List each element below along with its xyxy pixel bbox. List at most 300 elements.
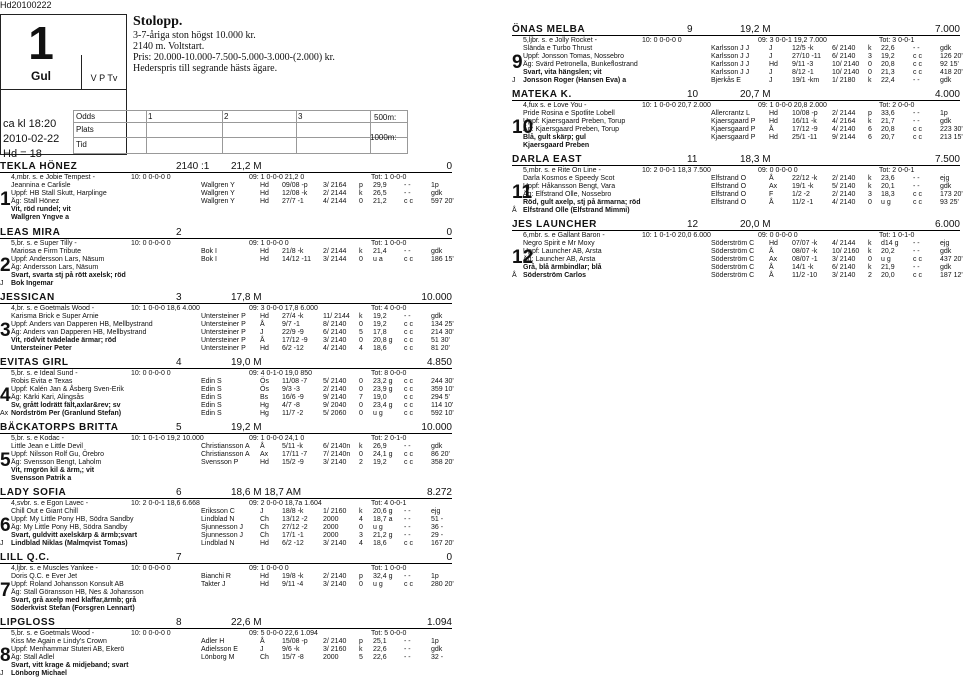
- entry-line: Vit, röd rundel; vit: [11, 206, 71, 213]
- entry-line: Röd, gult axelp, stj på ärmarna; röd: [523, 199, 641, 206]
- entry-line: Söderkvist Stefan (Forsgren Lennart): [11, 605, 135, 612]
- result-cell: Ch: [260, 532, 269, 539]
- result-cell: Elfstrand O: [711, 175, 747, 182]
- result-cell: 8/ 2140: [323, 321, 347, 328]
- result-cell: 16/6 -9: [282, 394, 304, 401]
- entry-line: Äg: Stall Adlel: [11, 654, 55, 661]
- result-cell: - -: [404, 524, 411, 531]
- result-cell: c c: [404, 345, 413, 352]
- horse-name: JESSICAN: [0, 292, 55, 303]
- prize-money: 7.500: [934, 154, 960, 165]
- result-cell: 0: [359, 402, 363, 409]
- result-cell: 2000: [323, 654, 339, 661]
- result-cell: 5/ 2140: [832, 183, 856, 190]
- result-cell: 11/08 -7: [282, 378, 308, 385]
- result-cell: - -: [913, 45, 920, 52]
- result-cell: k: [868, 175, 872, 182]
- race-result-row: [11, 248, 452, 256]
- horse-name: LADY SOFIA: [0, 487, 67, 498]
- entry-big-number: 10: [512, 117, 534, 138]
- result-cell: 6/ 2140: [832, 45, 856, 52]
- start-number: 8: [176, 617, 182, 628]
- result-cell: Sjunnesson J: [201, 524, 244, 531]
- result-cell: 17,8: [373, 329, 387, 336]
- result-cell: - -: [404, 313, 411, 320]
- result-cell: k: [868, 240, 872, 247]
- entry-line: Äg: Launcher AB, Arsta: [523, 256, 596, 263]
- result-cell: 2000: [323, 532, 339, 539]
- race-result-row: [523, 110, 960, 118]
- result-cell: c c: [404, 581, 413, 588]
- race-result-row: [11, 394, 452, 402]
- entry-header: [0, 162, 452, 173]
- race-description: [133, 14, 413, 74]
- result-cell: 3/ 2140: [832, 256, 856, 263]
- result-cell: 114 10': [431, 402, 454, 409]
- result-cell: c c: [913, 53, 922, 60]
- result-cell: k: [868, 118, 872, 125]
- result-cell: 9/7 -1: [282, 321, 300, 328]
- entry-4: [0, 358, 452, 422]
- result-cell: - -: [404, 182, 411, 189]
- result-cell: 5/11 -k: [282, 443, 303, 450]
- result-cell: Hd: [260, 313, 269, 320]
- result-cell: Söderström C: [711, 256, 755, 263]
- result-cell: 11/7 -2: [282, 410, 304, 417]
- entry-line: Äg: Svensson Bengt, Laholm: [11, 459, 102, 466]
- entry-line: Pride Rosina e Spotlite Lobell: [523, 110, 615, 117]
- result-cell: 11/ 2144: [323, 313, 350, 320]
- entry-line: Grå, blå ärmbindlar; blå: [523, 264, 602, 271]
- result-cell: Wallgren Y: [201, 190, 235, 197]
- prize-money: 0: [446, 227, 452, 238]
- race-result-row: [523, 183, 960, 191]
- result-cell: Bok I: [201, 248, 217, 255]
- race-result-row: [11, 256, 452, 264]
- result-cell: - -: [913, 175, 920, 182]
- entry-line: Svart, guldvitt axelskärp & ärmb;svart: [11, 532, 138, 539]
- result-cell: 2/ 2144: [323, 248, 347, 255]
- result-cell: Sjunnesson J: [201, 532, 244, 539]
- result-cell: 23,6: [881, 175, 895, 182]
- record: 20,7 M: [740, 89, 771, 100]
- result-cell: 17/11 -7: [282, 451, 308, 458]
- result-cell: Ax: [769, 256, 778, 263]
- result-cell: 6: [868, 126, 872, 133]
- entry-big-number: 2: [0, 255, 11, 276]
- result-cell: Bs: [260, 394, 269, 401]
- start-number: 4: [176, 357, 182, 368]
- result-cell: 11/2 -1: [792, 199, 814, 206]
- result-cell: 7/ 2140n: [323, 451, 351, 458]
- result-cell: Elfstrand O: [711, 191, 747, 198]
- result-cell: 3: [868, 53, 872, 60]
- horse-name: JES LAUNCHER: [512, 219, 597, 230]
- result-cell: 19,2: [373, 321, 387, 328]
- race-result-row: [11, 402, 452, 410]
- result-cell: Untersteiner P: [201, 337, 246, 344]
- result-cell: 2000: [323, 516, 339, 523]
- result-cell: Hd: [260, 182, 269, 189]
- result-cell: k: [868, 77, 872, 84]
- result-cell: u g: [881, 199, 891, 206]
- result-cell: 19/8 -k: [282, 573, 304, 580]
- result-cell: k: [359, 313, 363, 320]
- start-number: 2140 :1: [176, 161, 210, 172]
- entry-10: [512, 89, 963, 154]
- entry-line: Äg: Stall Hönez: [11, 198, 60, 205]
- result-cell: - -: [404, 654, 411, 661]
- odds-label: Odds: [76, 112, 96, 121]
- result-cell: 3/ 2140: [323, 459, 347, 466]
- result-cell: 23,4 g: [373, 402, 393, 409]
- result-cell: 437 20': [940, 256, 963, 263]
- stats-previous: 09: 5 0-0-0 22,6 1.094: [249, 630, 318, 637]
- result-cell: 3/ 2140: [832, 272, 856, 279]
- result-cell: J: [260, 508, 264, 515]
- result-cell: 5: [359, 654, 363, 661]
- result-cell: gdk: [940, 183, 952, 190]
- result-cell: k: [359, 508, 363, 515]
- result-cell: Hd: [769, 134, 778, 141]
- entry-header: [0, 293, 452, 304]
- result-cell: Hd: [769, 61, 778, 68]
- result-cell: Untersteiner P: [201, 329, 246, 336]
- result-cell: - -: [404, 646, 411, 653]
- entry-3: [0, 293, 452, 357]
- result-cell: c c: [404, 329, 413, 336]
- result-cell: - -: [404, 532, 411, 539]
- result-cell: 126 20': [940, 53, 963, 60]
- result-cell: k: [359, 646, 363, 653]
- entry-line: Söderström Carlos: [523, 272, 587, 279]
- result-cell: 9/3 -3: [282, 386, 300, 393]
- result-cell: 0: [359, 386, 363, 393]
- result-cell: Ch: [260, 516, 269, 523]
- result-cell: 27/10 -11: [792, 53, 822, 60]
- result-cell: 0: [868, 61, 872, 68]
- result-cell: J: [769, 45, 773, 52]
- result-cell: 27/4 -k: [282, 313, 304, 320]
- result-cell: Adielsson E: [201, 646, 238, 653]
- result-cell: Söderström C: [711, 248, 755, 255]
- result-cell: Hd: [260, 198, 269, 205]
- result-cell: 32,4 g: [373, 573, 393, 580]
- result-cell: 22/12 -k: [792, 175, 818, 182]
- result-cell: Söderström C: [711, 240, 755, 247]
- record: 21,2 M: [231, 161, 262, 172]
- result-cell: Adler H: [201, 638, 225, 645]
- result-cell: 358 20': [431, 459, 454, 466]
- result-cell: gdk: [431, 313, 443, 320]
- result-cell: 23,9 g: [373, 386, 393, 393]
- result-cell: u g: [373, 581, 383, 588]
- entry-line: Darla Kosmos e Speedy Scot: [523, 175, 615, 182]
- entry-line: Svensson Patrik a: [11, 475, 72, 482]
- record: 22,6 M: [231, 617, 262, 628]
- result-cell: 1p: [431, 182, 439, 189]
- result-cell: 4/ 2144: [323, 198, 347, 205]
- horse-name: LILL Q.C.: [0, 552, 50, 563]
- result-cell: c c: [404, 337, 413, 344]
- result-cell: 0: [359, 378, 363, 385]
- result-cell: 18,7 a: [373, 516, 393, 523]
- result-cell: 187 12': [940, 272, 963, 279]
- result-cell: ejg: [940, 175, 950, 182]
- result-cell: 4/ 2140: [832, 199, 856, 206]
- result-cell: c c: [404, 451, 413, 458]
- result-cell: Ös: [260, 378, 269, 385]
- race-result-row: [523, 199, 960, 207]
- horse-name: MATEKA K.: [512, 89, 572, 100]
- result-cell: J: [769, 53, 773, 60]
- result-cell: 9/ 2140: [323, 394, 347, 401]
- result-cell: 51 -: [431, 516, 444, 523]
- result-cell: - -: [913, 248, 920, 255]
- record: 18,3 M: [740, 154, 771, 165]
- entry-line: Uppf: My Little Pony HB, Södra Sandby: [11, 516, 134, 523]
- horse-name: TEKLA HÖNEZ: [0, 161, 78, 172]
- stats-total: Tot: 4 0-0-1: [371, 500, 407, 507]
- entry-line: Uppf: HB Stall Skutt, Harplinge: [11, 190, 107, 197]
- result-cell: Wallgren Y: [201, 182, 235, 189]
- result-cell: 09/08 -p: [282, 182, 308, 189]
- result-cell: 21,4: [373, 248, 387, 255]
- stats-previous: 09: 3 0-0-1 19,2 7.000: [758, 37, 827, 44]
- result-cell: 2/ 2140: [832, 175, 856, 182]
- race-result-row: [523, 134, 963, 142]
- result-cell: Eriksson C: [201, 508, 235, 515]
- result-cell: 0: [359, 321, 363, 328]
- result-cell: Lindblad N: [201, 516, 235, 523]
- result-cell: u g: [373, 410, 383, 417]
- entry-line: Wallgren Yngve a: [11, 214, 69, 221]
- result-cell: 4/ 2140: [323, 345, 347, 352]
- race-result-row: [11, 410, 452, 418]
- start-number: 6: [176, 487, 182, 498]
- result-cell: p: [359, 573, 363, 580]
- result-cell: - -: [404, 573, 411, 580]
- result-cell: 21,3: [881, 69, 895, 76]
- result-cell: 22,4: [881, 77, 895, 84]
- race-result-row: [11, 182, 452, 190]
- stats-previous: 09: 3 0-0-0 17,8 6.000: [249, 305, 318, 312]
- result-cell: 0: [359, 524, 363, 531]
- result-cell: 10/ 2140: [832, 61, 860, 68]
- result-cell: Å: [769, 199, 774, 206]
- entry-big-number: 9: [512, 52, 523, 73]
- race-result-row: [523, 191, 963, 199]
- result-cell: 280 20': [431, 581, 454, 588]
- entry-line: Untersteiner Peter: [11, 345, 72, 352]
- entry-line: Kjaersgaard Preben: [523, 142, 590, 149]
- result-cell: u g: [373, 524, 383, 531]
- result-cell: Bok I: [201, 256, 217, 263]
- result-cell: Söderström C: [711, 264, 755, 271]
- result-cell: 12/08 -k: [282, 190, 308, 197]
- entry-line: Äg: Svärd Petronella, Bunkeflostrand: [523, 61, 638, 68]
- stats-current: 10: 0 0-0-0 0: [131, 174, 171, 181]
- race-result-row: [523, 69, 963, 77]
- result-cell: k: [868, 45, 872, 52]
- result-cell: c c: [404, 410, 413, 417]
- result-cell: gdk: [431, 646, 443, 653]
- result-cell: u a: [373, 256, 383, 263]
- start-number: 2: [176, 227, 182, 238]
- result-cell: 07/07 -k: [792, 240, 818, 247]
- result-cell: 19,2: [373, 459, 387, 466]
- result-cell: 223 30': [940, 126, 963, 133]
- result-cell: 173 20': [940, 191, 963, 198]
- result-cell: 2/ 2140: [323, 573, 347, 580]
- result-cell: 214 30': [431, 329, 454, 336]
- result-cell: 1/2 -2: [792, 191, 810, 198]
- result-cell: Lönborg M: [201, 654, 235, 661]
- entry-5: [0, 423, 452, 487]
- entry-line: Uppf: Jonsson Tomas, Nossebro: [523, 53, 625, 60]
- result-cell: 294 5': [431, 394, 450, 401]
- horse-info: 5,ljbr. s. e Jolly Rocket -: [523, 37, 597, 44]
- shoe-code: Å: [512, 207, 517, 214]
- result-cell: 23,2 g: [373, 378, 393, 385]
- entry-line: Uppf: Anders van Dapperen HB, Mellbystrand: [11, 321, 153, 328]
- result-cell: 3: [359, 532, 363, 539]
- entry-line: Little Jean e Little Devil: [11, 443, 83, 450]
- result-cell: 167 20': [431, 540, 454, 547]
- entry-header: [0, 358, 452, 369]
- result-cell: 2/ 2144: [323, 190, 347, 197]
- odds-col-1: 1: [148, 112, 153, 121]
- entry-line: Negro Spirit e Mr Moxy: [523, 240, 595, 247]
- result-cell: 0: [868, 256, 872, 263]
- result-cell: Å: [769, 248, 774, 255]
- result-cell: 26,9: [373, 443, 387, 450]
- entry-line: Jeannina e Carlisle: [11, 182, 71, 189]
- race-line: Pris: 20.000-10.000-7.500-5.000-3.000-(2.000) kr.: [133, 52, 335, 63]
- result-cell: 17/1 -1: [282, 532, 304, 539]
- start-number: 7: [176, 552, 182, 563]
- entry-big-number: 12: [512, 247, 534, 268]
- race-result-row: [11, 638, 452, 646]
- result-cell: 32 -: [431, 654, 444, 661]
- result-cell: Karlsson J J: [711, 69, 750, 76]
- result-cell: 2: [359, 459, 363, 466]
- entry-line: Vit, rmgrön kil & ärm,; vit: [11, 467, 95, 474]
- race-info: [3, 117, 59, 162]
- entry-line: Uppf: Kjaersgaard Preben, Torup: [523, 118, 626, 125]
- entry-line: Elfstrand Olle (Elfstrand Mimmi): [523, 207, 630, 214]
- result-cell: 21,2: [373, 198, 387, 205]
- entry-line: Äg: Elfstrand Olle, Nossebro: [523, 191, 612, 198]
- race-result-row: [11, 386, 452, 394]
- result-cell: k: [359, 443, 363, 450]
- result-cell: 2/ 2140: [832, 191, 856, 198]
- entry-big-number: 7: [0, 580, 11, 601]
- race-result-row: [11, 654, 452, 662]
- result-cell: 0: [868, 199, 872, 206]
- entry-6: [0, 488, 452, 552]
- result-cell: 14/12 -11: [282, 256, 312, 263]
- result-cell: 2: [868, 272, 872, 279]
- result-cell: 20,0: [881, 272, 895, 279]
- result-cell: Edin S: [201, 394, 222, 401]
- places-label: Plats: [76, 125, 94, 134]
- result-cell: Untersteiner P: [201, 313, 246, 320]
- result-cell: c c: [913, 191, 922, 198]
- result-cell: c c: [913, 256, 922, 263]
- entry-line: Vit, röd/vit tvädelade ärmar; röd: [11, 337, 117, 344]
- entry-big-number: 8: [0, 645, 11, 666]
- entry-line: Uppf: Kalén Jan & Åsberg Sven-Erik: [11, 386, 124, 393]
- result-cell: 29 -: [431, 532, 444, 539]
- horse-name: LEAS MIRA: [0, 227, 61, 238]
- result-cell: J: [260, 646, 264, 653]
- result-cell: Ch: [260, 654, 269, 661]
- result-cell: 22/9 -9: [282, 329, 304, 336]
- result-cell: Å: [260, 321, 265, 328]
- result-cell: c c: [913, 69, 922, 76]
- entry-header: [0, 618, 452, 629]
- entry-line: Lindblad Niklas (Malmqvist Tomas): [11, 540, 128, 547]
- result-cell: 8/12 -1: [792, 69, 814, 76]
- stats-total: Tot: 2 0-0-1: [879, 167, 915, 174]
- result-cell: J: [260, 329, 264, 336]
- result-cell: k: [868, 264, 872, 271]
- result-cell: - -: [913, 264, 920, 271]
- time-label: Tid: [76, 140, 87, 149]
- result-cell: 3/ 2140: [323, 337, 347, 344]
- result-cell: - -: [913, 183, 920, 190]
- stats-total: Tot: 1 0-0-0: [371, 240, 407, 247]
- result-cell: u g: [881, 256, 891, 263]
- stats-previous: 09: 1 0-0-0 20,8 2.000: [758, 102, 827, 109]
- result-cell: J: [769, 69, 773, 76]
- shoe-code: Ax: [0, 410, 9, 417]
- stats-previous: 09: 1 0-0-0 21,2 0: [249, 174, 305, 181]
- result-cell: Elfstrand O: [711, 199, 747, 206]
- record: 18,6 M 18,7 AM: [231, 487, 302, 498]
- entry-big-number: 11: [512, 182, 533, 203]
- entry-7: [0, 553, 452, 617]
- result-cell: Edin S: [201, 386, 222, 393]
- result-cell: c c: [913, 61, 922, 68]
- horse-info: 4,svbr. s. e Egon Lavec -: [11, 500, 89, 507]
- result-cell: 21/8 -k: [282, 248, 304, 255]
- result-cell: 11/2 -10: [792, 272, 818, 279]
- stats-total: Tot: 8 0-0-0: [371, 370, 407, 377]
- result-cell: 2/ 2140: [323, 638, 347, 645]
- result-cell: Å: [769, 126, 774, 133]
- result-cell: - -: [913, 118, 920, 125]
- result-cell: Kjaersgaard P: [711, 118, 756, 125]
- race-result-row: [11, 329, 452, 337]
- result-cell: 10/ 2160: [832, 248, 860, 255]
- result-cell: Hd: [769, 110, 778, 117]
- result-cell: 418 20': [940, 69, 963, 76]
- horse-info: 5,br. s. e Kodac -: [11, 435, 64, 442]
- stats-previous: 09: 0 0-0-0 0: [758, 167, 798, 174]
- entry-big-number: 6: [0, 515, 11, 536]
- stats-previous: 09: 1 0-0-0 24,1 0: [249, 435, 305, 442]
- odds-box: [73, 110, 408, 154]
- race-date: 2010-02-22: [3, 133, 60, 145]
- result-cell: 592 10': [431, 410, 454, 417]
- result-cell: 33,6: [881, 110, 895, 117]
- entry-line: Äg: Stall Göransson HB, Nes & Johansson: [11, 589, 144, 596]
- entry-line: Robis Evita e Texas: [11, 378, 73, 385]
- entry-line: Äg: Andersson Lars, Näsum: [11, 264, 99, 271]
- result-cell: Wallgren Y: [201, 198, 235, 205]
